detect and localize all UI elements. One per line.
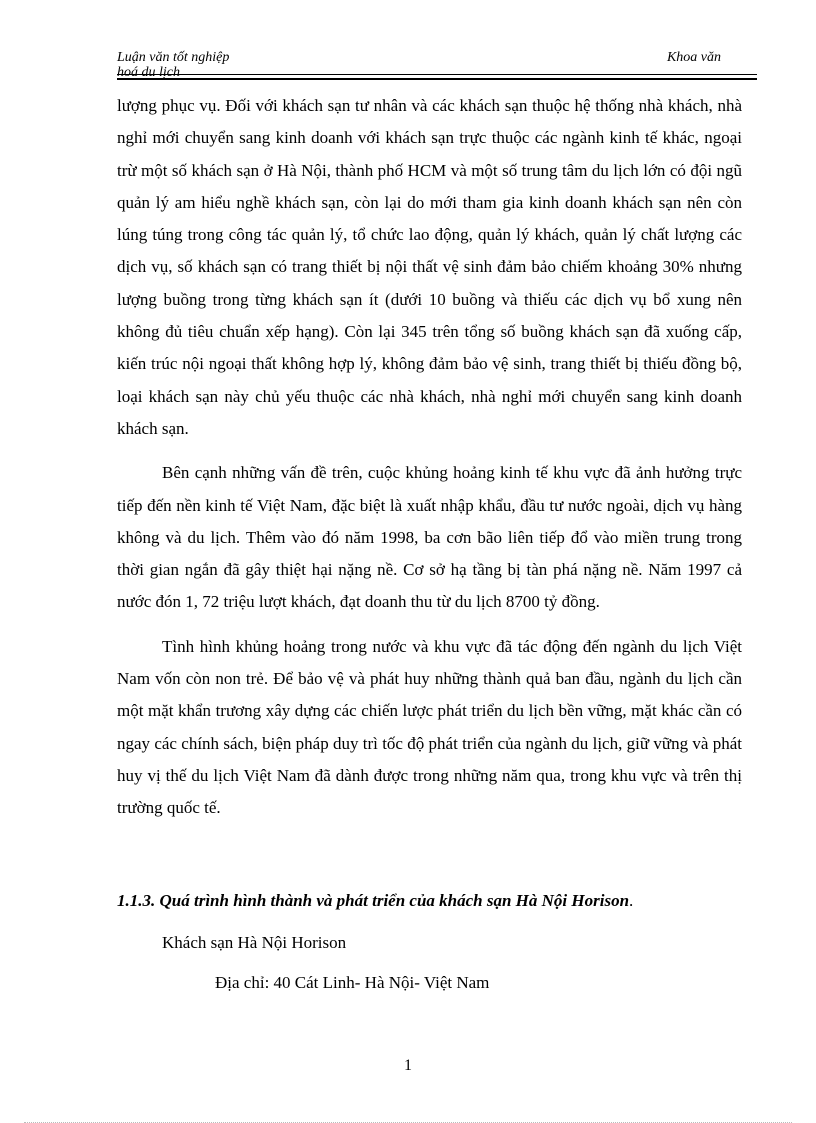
page-header [117,50,757,80]
hotel-name: Khách sạn Hà Nội Horison [162,933,347,952]
paragraph-2: Bên cạnh những vấn đề trên, cuộc khủng hoảng kinh tế khu vực đã ảnh hưởng trực tiếp đến nền kinh tế Việt Nam, đặc biệt là xuất nhập khẩu, đầu tư nước ngoài, dịch vụ hàng không và du lịch. Thêm vào đó năm 1998, ba cơn bão liên tiếp đổ vào miền trung trong thời gian ngắn đã gây thiệt hại nặng nề. Cơ sở hạ tầng bị tàn phá nặng nề. Năm 1997 cả nước đón 1, 72 triệu lượt khách, đạt doanh thu từ du lịch 8700 tỷ đồng. [117,463,742,612]
page-number: 1 [404,1057,412,1074]
header-left-line1: Luận văn tốt nghiệp [117,50,230,65]
header-left-line2: hoá du lịch [117,65,180,80]
section-heading-period: . [629,891,634,910]
hotel-address: Địa chỉ: 40 Cát Linh- Hà Nội- Việt Nam [215,973,490,992]
paragraph-1: lượng phục vụ. Đối với khách sạn tư nhân và các khách sạn thuộc hệ thống nhà khách, nhà nghỉ mới chuyển sang kinh doanh với khách sạn trực thuộc các ngành kinh tế khác, ngoại trừ một số khách sạn ở Hà Nội, thành phố HCM và một số trung tâm du lịch lớn có đội ngũ quản lý am hiểu nghề khách sạn, còn lại do mới tham gia kinh doanh khách sạn nên còn lúng túng trong công tác quản lý, tổ chức lao động, quản lý khách, quản lý chất lượng các dịch vụ, số khách sạn có trang thiết bị nội thất vệ sinh đảm bảo chiếm khoảng 30% nhưng lượng buồng trong từng khách sạn ít (dưới 10 buồng và thiếu các dịch vụ bổ xung nên không đủ tiêu chuẩn xếp hạng). Còn lại 345 trên tổng số buồng khách sạn đã xuống cấp, kiến trúc nội ngoại thất không hợp lý, không đảm bảo vệ sinh, trang thiết bị thiếu đồng bộ, loại khách sạn này chủ yếu thuộc các nhà khách, nhà nghỉ mới chuyển sang kinh doanh khách sạn. [117,96,742,438]
header-left [117,50,229,80]
section-heading-text: 1.1.3. Quá trình hình thành và phát triển của khách sạn Hà Nội Horison [117,891,630,910]
paragraph-3: Tình hình khủng hoảng trong nước và khu vực đã tác động đến ngành du lịch Việt Nam vốn còn non trẻ. Để bảo vệ và phát huy những thành quả ban đầu, ngành du lịch cần một mặt khẩn trương xây dựng các chiến lược phát triển du lịch bền vững, mặt khác cần có ngay các chính sách, biện pháp duy trì tốc độ phát triển của ngành du lịch, giữ vững và phát huy vị thế du lịch Việt Nam đã dành được trong những năm qua, trong khu vực và trên thị trường quốc tế. [117,636,742,818]
body-text [117,90,742,825]
header-rule-thin [117,74,757,75]
header-right: Khoa văn [666,50,721,65]
section-heading [117,887,757,915]
header-rule-thick [117,78,757,80]
